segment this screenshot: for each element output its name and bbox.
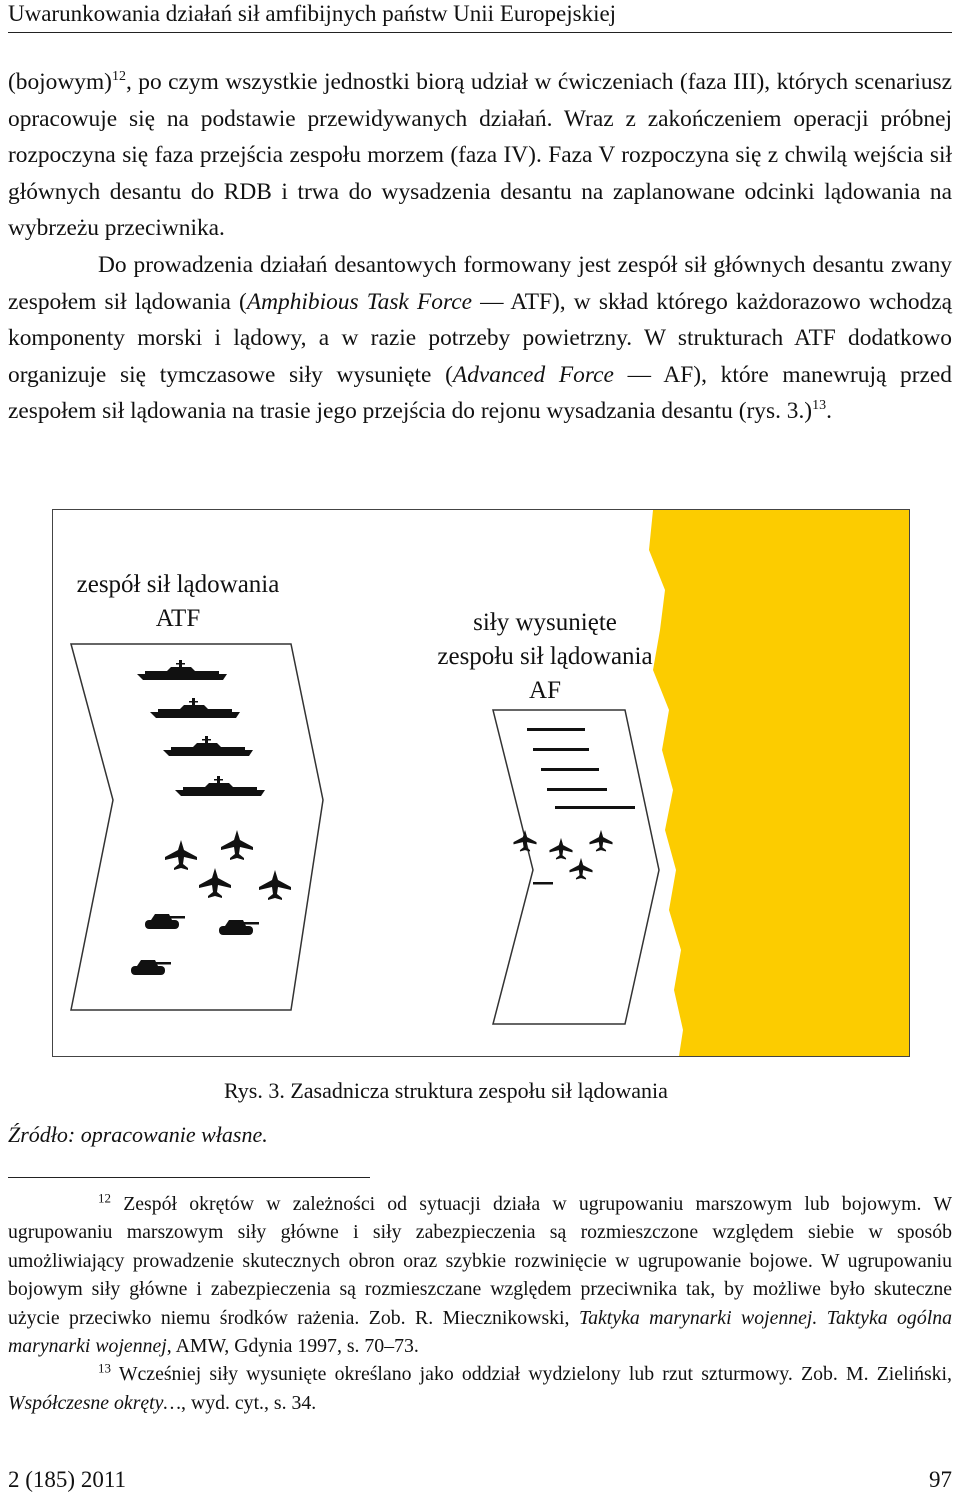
aircraft-icon <box>199 868 231 898</box>
footnote-13: $^{13}$ Wcześniej siły wysunięte określano jako oddział wydzielony lub rzut szturmowy. Zob. M. Zieliński, Współczesne okręty…, wyd. cyt., s. 34. <box>8 1360 952 1414</box>
issue-number: 2 (185) 2011 <box>8 1467 126 1492</box>
footnote-ref-13[interactable]: 13 <box>812 398 827 414</box>
paragraph-2: Do prowadzenia działań desantowych formowany jest zespół sił głównych desantu zwany zespołem sił lądowania (Amphibious Task Force — ATF), w skład którego każdorazowo wchodzą komponenty morski i lądowy, a w razie potrzeby powietrzny. W strukturach ATF dodatkowo organizuje się tymczasowe siły wysunięte (Advanced Force — AF), które manewrują przed zespołem sił lądowania na trasie jego przejścia do rejonu wysadzania desantu (rys. 3.)$^{13}$. <box>8 251 953 425</box>
ship-icon <box>150 698 240 718</box>
aircraft-icon <box>259 870 291 900</box>
aircraft-icon <box>549 838 572 860</box>
vessel-icon <box>533 748 589 751</box>
ship-icon <box>163 736 253 756</box>
vessel-icon <box>555 806 635 809</box>
aircraft-icon <box>165 840 197 870</box>
vessel-icon <box>533 882 553 885</box>
figure-landing-force-structure <box>52 509 910 1057</box>
aircraft-icon <box>513 830 536 852</box>
body-text <box>8 64 952 430</box>
aircraft-icon <box>589 830 612 852</box>
footnote-separator <box>8 1177 370 1178</box>
atf-label: zespół sił lądowania ATF <box>76 571 280 632</box>
tank-icon <box>145 914 185 929</box>
footnote-ref-12[interactable]: 12 <box>111 69 126 85</box>
figure-source: Źródło: opracowanie własne. <box>8 1122 268 1147</box>
aircraft-icon <box>221 830 253 860</box>
vessel-icon <box>527 728 585 731</box>
atf-formation-outline <box>71 644 323 1010</box>
tank-icon <box>131 960 171 975</box>
aircraft-icon <box>569 858 592 880</box>
footnote-12: $^{12}$ Zespół okrętów w zależności od sytuacji działa w ugrupowaniu marszowym lub bojowym. W ugrupowaniu marszowym siły główne i siły zabezpieczenia są rozmieszczone względem siebie w sposób umożliwiający prowadzenie skutecznych obron oraz szybkie rozwinięcie w ugrupowanie bojowe. W ugrupowaniu bojowym siły główne i zabezpieczenia są rozmieszczane względem przeciwnika tak, by możliwe było skuteczne użycie przeciwko niemu środków rażenia. Zob. R. Miecznikowski, Taktyka marynarki wojennej. Taktyka ogólna marynarki wojennej, AMW, Gdynia 1997, s. 70–73. <box>8 1190 952 1358</box>
footnotes <box>8 1190 952 1417</box>
vessel-icon <box>547 788 607 791</box>
running-header: Uwarunkowania działań sił amfibijnych państw Unii Europejskiej <box>8 0 952 33</box>
ship-icon <box>175 776 265 796</box>
vessel-icon <box>541 768 599 771</box>
paragraph-1: (bojowym)$^{12}$, po czym wszystkie jednostki biorą udział w ćwiczeniach (faza III), których scenariusz opracowuje się na podstawie przewidywanych działań. Wraz z zakończeniem operacji próbnej rozpoczyna się faza przejścia zespołu morzem (faza IV). Faza V rozpoczyna się z chwilą wejścia sił głównych desantu do RDB i trwa do wysadzenia desantu na zaplanowane odcinki lądowania na wybrzeżu przeciwnika. <box>8 69 952 242</box>
tank-icon <box>219 920 259 935</box>
page-footer <box>8 1466 952 1494</box>
figure-caption: Rys. 3. Zasadnicza struktura zespołu sił lądowania <box>224 1078 668 1103</box>
page-number: 97 <box>929 1467 952 1492</box>
ship-icon <box>137 660 227 680</box>
af-label: siły wysunięte zespołu sił lądowania AF <box>437 609 653 704</box>
coastline <box>649 510 909 1056</box>
